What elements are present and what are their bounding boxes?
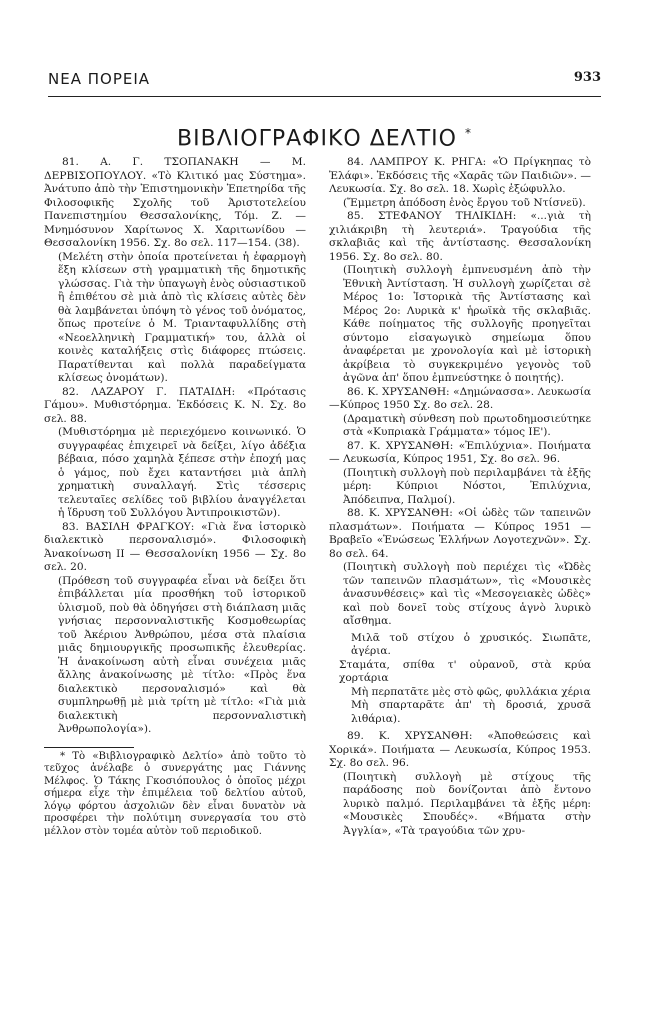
entry-81-note: (Μελέτη στὴν ὁποία προτείνεται ἡ ἐφαρμογὴ ἕξη κλίσεων στὴ γραμματικὴ τῆς δημοτικῆς γλώσσας. Γιὰ τὴν ὑπαγωγὴ ἑνὸς οὐσιαστικοῦ ἢ ἐπιθέτου σὲ μιὰ ἀπὸ τὶς κλίσεις αὐτὲς δὲν θὰ λαμβάνεται ὑπόψη τὸ γένος τοῦ ὀνόματος, ὅπως προτείνε ὁ Μ. Τριανταφυλλίδης στὴ «Νεοελληνικὴ Γραμματική» του, ἀλλὰ οἱ κοινὲς καταλήξεις στὶς διάφορες πτώσεις. Παρατίθενται καὶ πολλὰ παραδείγματα κλίσεως ὀνομάτων).	[58, 250, 306, 384]
footnote-marker: *	[464, 126, 472, 140]
entry-89: 89. Κ. ΧΡΥΣΑΝΘΗ: «Ἀποθεώσεις καὶ Χορικά». Ποιήματα — Λευκωσία, Κύπρος 1953. Σχ. 8ο σελ. 96.	[329, 730, 591, 769]
header-rule	[48, 96, 601, 97]
right-column	[329, 156, 591, 838]
poem-line: Μιλᾶ τοῦ στίχου ὁ χρυσικός. Σιωπᾶτε, ἀγέρια.	[351, 631, 591, 657]
entry-87-note: (Ποιητικὴ συλλογὴ ποὺ περιλαμβάνει τὰ ἑξῆς μέρη: Κύπριοι Νόστοι, Ἐπιλύχνια, Ἀπόδειπνα, Παλμοί).	[343, 466, 591, 506]
entry-81: 81. Α. Γ. ΤΣΟΠΑΝΑΚΗ — Μ. ΔΕΡΒΙΣΟΠΟΥΛΟΥ. «Τὸ Κλιτικό μας Σύστημα». Ἀνάτυπο ἀπὸ τὴν Ἐπιστημονικὴν Ἐπετηρίδα τῆς Φιλοσοφικῆς Σχολῆς τοῦ Ἀριστοτελείου Πανεπιστημίου Θεσσαλονίκης, Τόμ. Ζ. — Μνημόσυνον Χαρίτωνος Χ. Χαριτωνίδου — Θεσσαλονίκη 1956. Σχ. 8ο σελ. 117—154. (38).	[44, 156, 306, 249]
entry-82: 82. ΛΑΖΑΡΟΥ Γ. ΠΑΤΑΙΔΗ: «Πρότασις Γάμου». Μυθιστόρημα. Ἐκδόσεις Κ. Ν. Σχ. 8ο σελ. 88.	[44, 385, 306, 425]
poem-excerpt	[329, 632, 591, 727]
entry-84-note: (Ἔμμετρη ἀπόδοση ἑνὸς ἔργου τοῦ Ντίσνεϋ).	[343, 196, 586, 209]
poem-line: Σταμάτα, σπίθα τ' οὐρανοῦ, στὰ κρύα χορτάρια	[339, 658, 591, 684]
page-number: 933	[573, 70, 601, 85]
section-title-text: ΒΙΒΛΙΟΓΡΑΦΙΚΟ ΔΕΛΤΙΟ	[177, 126, 457, 152]
entry-89-note: (Ποιητικὴ συλλογὴ μὲ στίχους τῆς παράδοσης ποὺ δονίζονται ἀπὸ ἔντονο λυρικὸ παλμό. Περιλαμβάνει τὰ ἑξῆς μέρη: «Μουσικὲς Σπουδές». «Βήματα στὴν Ἀγγλία», «Τὰ τραγούδια τῶν χρυ-	[343, 770, 591, 837]
section-title	[0, 126, 649, 151]
entry-86: 86. Κ. ΧΡΥΣΑΝΘΗ: «Δημώνασσα». Λευκωσία—Κύπρος 1950 Σχ. 8ο σελ. 28.	[329, 385, 591, 411]
entry-83-note: (Πρόθεση τοῦ συγγραφέα εἶναι νὰ δείξει ὅτι ἐπιβάλλεται μία προσθήκη τοῦ ἱστορικοῦ ὑλισμοῦ, ποὺ θὰ ὁδηγήσει στὴ διάπλαση μιᾶς γνήσιας περσονναλιστικῆς Κοσμοθεωρίας τοῦ Ἀκέριου Ἀνθρώπου, μέσα στὰ πλαίσια μιᾶς δημιουργικῆς προσωπικῆς ἐλευθερίας. Ἡ ἀνακοίνωση αὐτὴ εἶναι συνέχεια μιᾶς ἄλλης ἀνακοίνωσης μὲ τίτλο: «Πρὸς ἕνα διαλεκτικὸ περσοναλισμό» καὶ θὰ συμπληρωθῇ μὲ μιὰ τρίτη μὲ τίτλο: «Γιὰ μιὰ διαλεκτικὴ περσονναλιστικὴ Ἀνθρωπολογία»).	[58, 574, 306, 735]
entry-85-note: (Ποιητικὴ συλλογὴ ἐμπνευσμένη ἀπὸ τὴν Ἐθνικὴ Ἀντίσταση. Ἡ συλλογὴ χωρίζεται σὲ Μέρος 1ο: Ἱστορικὰ τῆς Ἀντίστασης καὶ Μέρος 2ο: Λυρικὰ κ' ἡρωϊκὰ τῆς σκλαβιᾶς. Κάθε ποίηματος τῆς συλλογῆς προηγεῖται σύντομο εἰσαγωγικὸ σημείωμα ὅπου ἀναφέρεται με χρονολογία καὶ μὲ ἱστορικὴ ἀκρίβεια τὸ συγκεκριμένο γεγονὸς τοῦ ἀγῶνα ἀπ' ὅπου ἐμπνεύστηκε ὁ ποιητής).	[343, 264, 591, 384]
footnote: * Τὸ «Βιβλιογραφικὸ Δελτίο» ἀπὸ τοῦτο τὸ τεῦχος ἀνέλαβε ὁ συνεργάτης μας Γιάννης Μέλφος. Ὁ Τάκης Γκοσιόπουλος ὁ ὁποῖος μέχρι σήμερα εἶχε τὴν ἐπιμέλεια τοῦ δελτίου αὐτοῦ, λόγῳ φόρτου ἀσχολιῶν δὲν εἶναι δυνατὸν νὰ προσφέρει τὴν πολύτιμη συνεργασία του στὸ μέλλον στὸν τομέα αὐτὸν τοῦ περιοδικοῦ.	[44, 750, 306, 838]
entry-88: 88. Κ. ΧΡΥΣΑΝΘΗ: «Οἱ ὠδὲς τῶν ταπεινῶν πλασμάτων». Ποιήματα — Κύπρος 1951 — Βραβεῖο «Ἑνώσεως Ἑλλήνων Λογοτεχνῶν». Σχ. 8ο σελ. 64.	[329, 507, 591, 560]
journal-title: ΝΕΑ ΠΟΡΕΙΑ	[48, 70, 151, 88]
entry-88-note: (Ποιητικὴ συλλογὴ ποὺ περιέχει τὶς «Ὠδὲς τῶν ταπεινῶν πλασμάτων», τὶς «Μουσικὲς ἀνασυνθέσεις» καὶ τὶς «Μεσογειακὲς ὠδὲς» καὶ ποὺ δονεῖ τοὺς στίχους ἁγνὸ λυρικὸ αἴσθημα.	[343, 561, 591, 627]
entry-85: 85. ΣΤΕΦΑΝΟΥ ΤΗΛΙΚΙΔΗ: «...γιὰ τὴ χιλιάκριβη τὴ λευτεριά». Τραγούδια τῆς σκλαβιᾶς καὶ τῆς ἀντίστασης. Θεσσαλονίκη 1956. Σχ. 8ο σελ. 80.	[329, 210, 591, 263]
page-header	[48, 70, 601, 92]
left-column	[44, 156, 306, 839]
entry-82-note: (Μυθιστόρημα μὲ περιεχόμενο κοινωνικό. Ὁ συγγραφέας ἐπιχειρεῖ νὰ δείξει, λίγο ἀδέξια βέβαια, πόσο χαμηλὰ ξέπεσε στὴν ἐποχή μας ὁ γάμος, ποὺ ἔχει καταντήσει μιὰ ἁπλὴ χρηματικὴ συναλλαγή. Στὶς τέσσερις τελευταῖες σελίδες τοῦ βιβλίου ἀναγγέλεται ἡ ἵδρυση τοῦ Συλλόγου Ἀντιπροικιστῶν).	[58, 426, 306, 519]
entry-86-note: (Δραματικὴ σύνθεση ποὺ πρωτοδημοσιεύτηκε στὰ «Κυπριακὰ Γράμματα» τόμος ΙΕ').	[343, 412, 591, 438]
entry-87: 87. Κ. ΧΡΥΣΑΝΘΗ: «Ἐπιλύχνια». Ποιήματα — Λευκωσία, Κύπρος 1951, Σχ. 8ο σελ. 96.	[329, 439, 591, 465]
poem-line: Μὴ περπατᾶτε μὲς στὸ φῶς, φυλλάκια χέρια	[351, 685, 591, 698]
footnote-rule	[44, 747, 134, 748]
entry-83: 83. ΒΑΣΙΛΗ ΦΡΑΓΚΟΥ: «Γιὰ ἕνα ἰστορικὸ διαλεκτικὸ περσοναλισμό». Φιλοσοφικὴ Ἀνακοίνωση ΙΙ — Θεσσαλονίκη 1956 — Σχ. 8ο σελ. 20.	[44, 520, 306, 573]
entry-84: 84. ΛΑΜΠΡΟΥ Κ. ΡΗΓΑ: «Ὁ Πρίγκηπας τὸ Ἐλάφι». Ἐκδόσεις τῆς «Χαρᾶς τῶν Παιδιῶν». — Λευκωσία. Σχ. 8ο σελ. 18. Χωρὶς ἐξώφυλλο.	[329, 156, 591, 195]
poem-line: Μὴ σπαρταρᾶτε ἀπ' τὴ δροσιά, χρυσᾶ λιθάρια).	[351, 699, 591, 725]
